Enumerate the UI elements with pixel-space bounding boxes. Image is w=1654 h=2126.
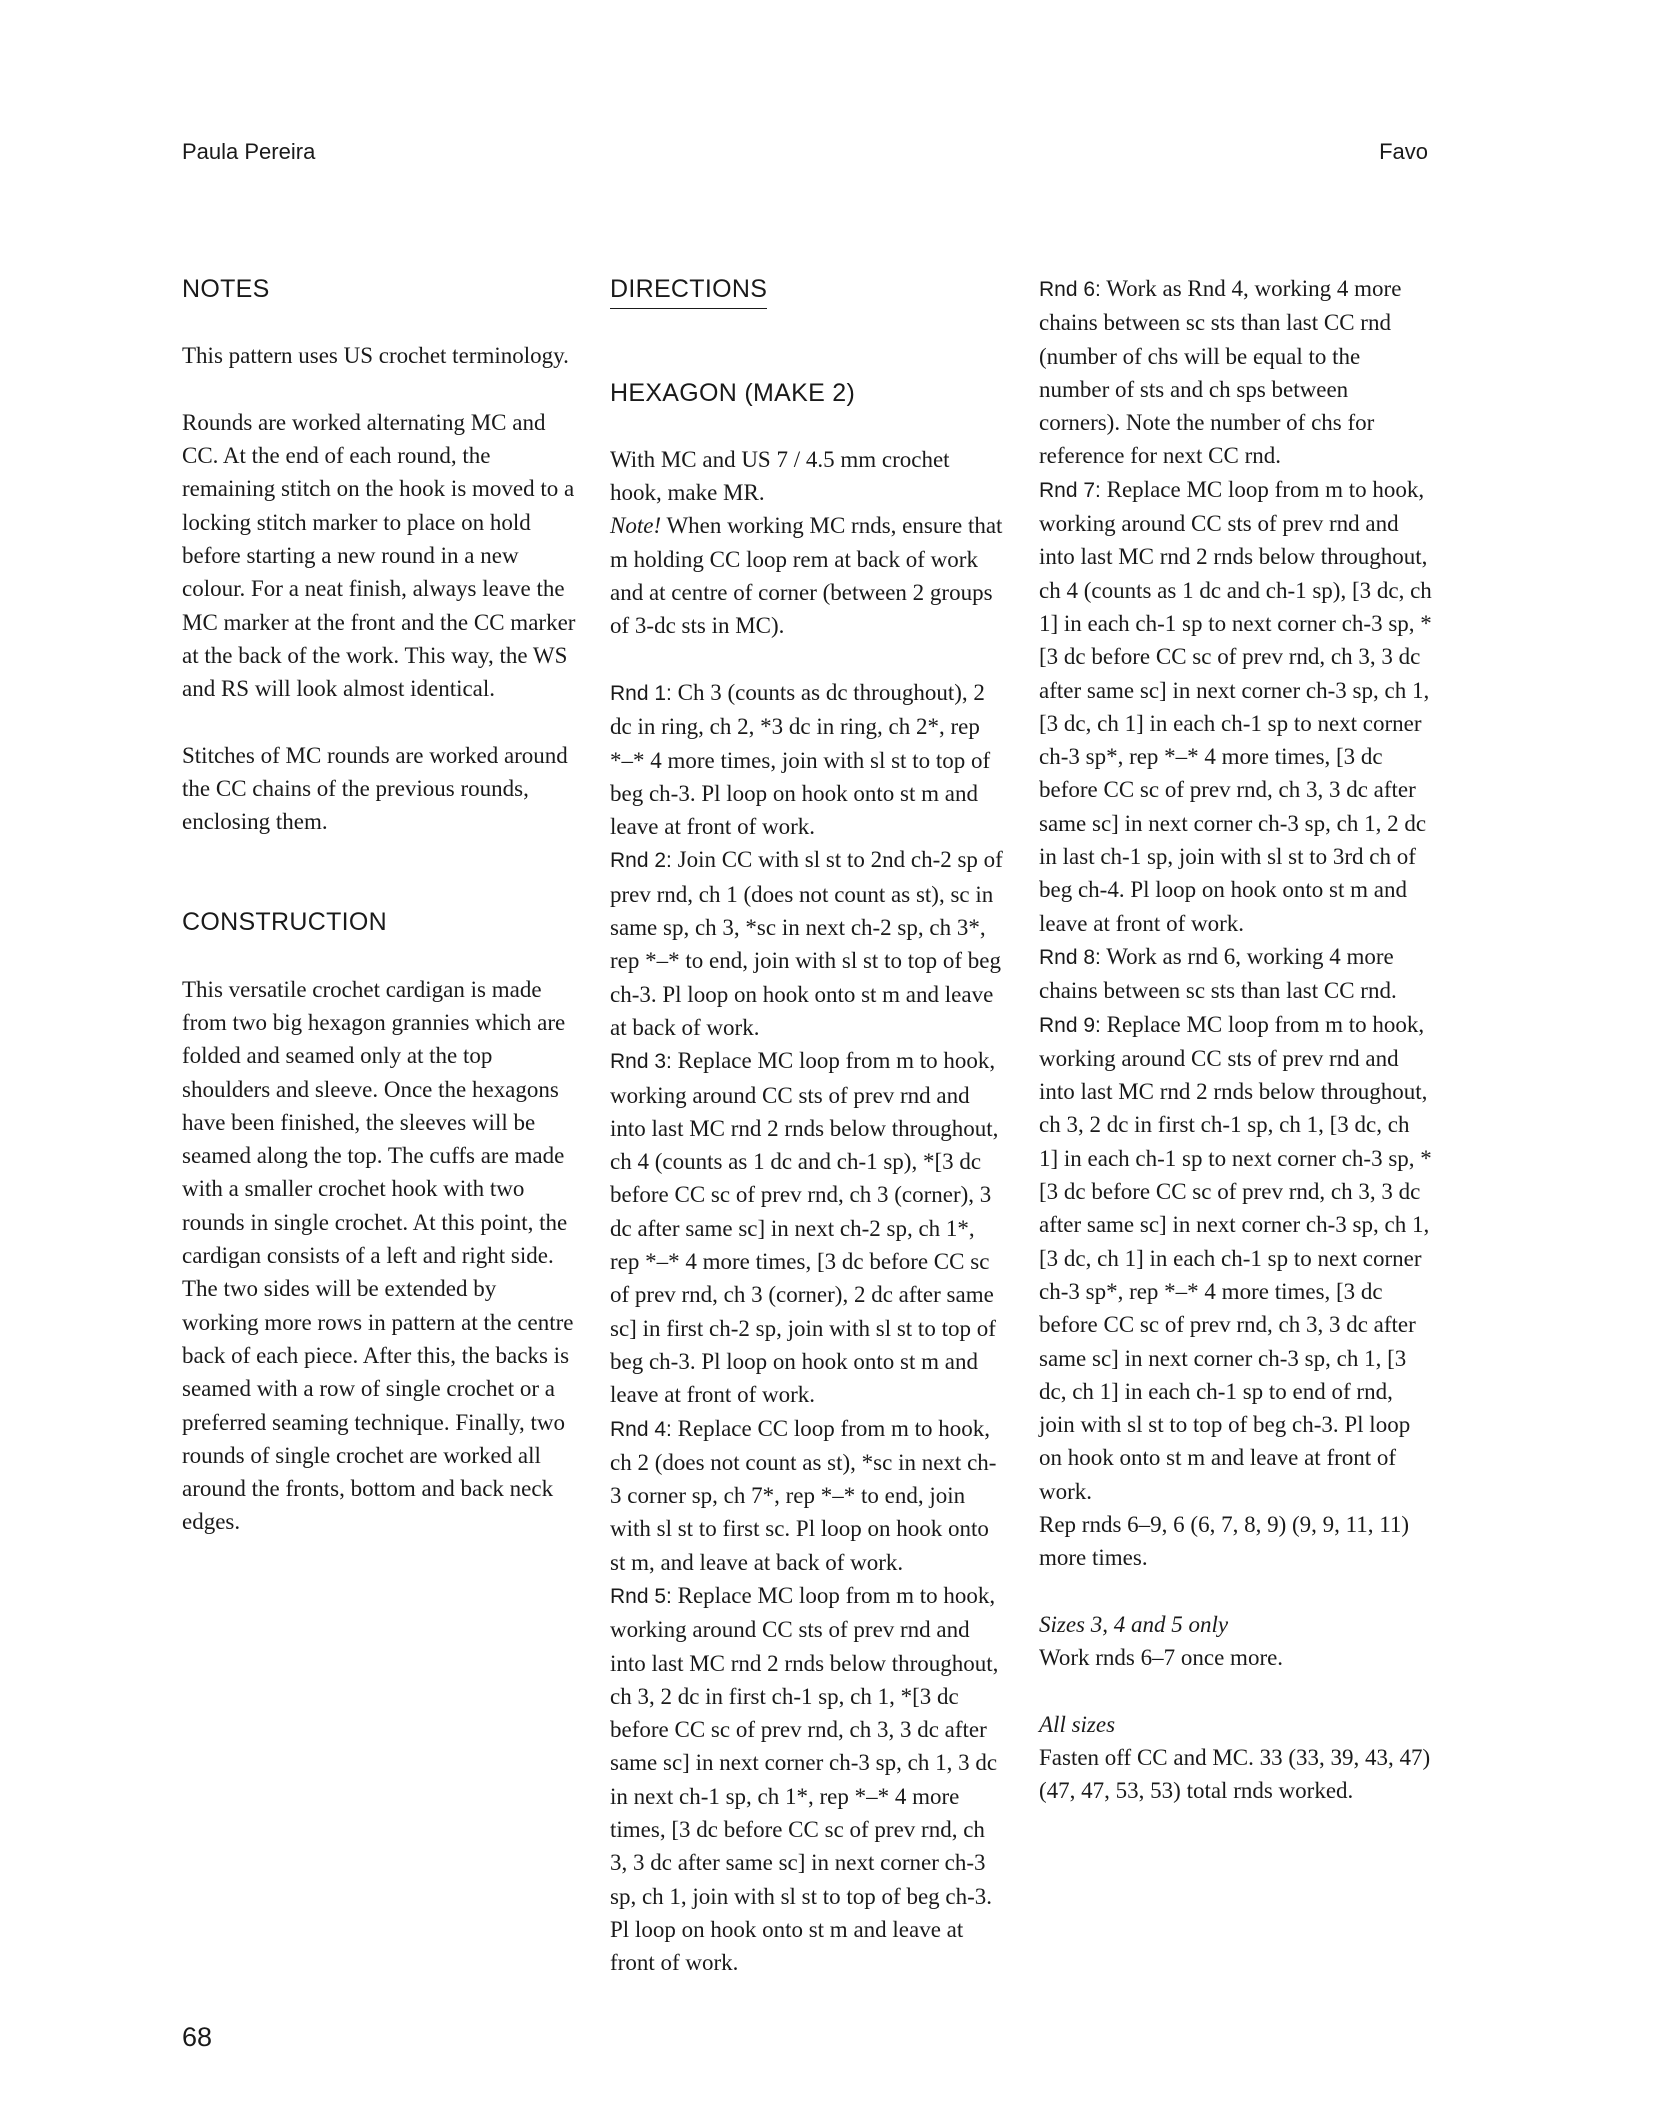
round-label: Rnd 5:: [610, 1584, 672, 1608]
round-label: Rnd 2:: [610, 849, 672, 873]
round-label: Rnd 3:: [610, 1050, 672, 1074]
round-label: Rnd 8:: [1039, 945, 1101, 969]
construction-heading: CONSTRUCTION: [182, 908, 387, 937]
round-5: [610, 1579, 1005, 1980]
round-text: Work as rnd 6, working 4 more chains between sc sts than last CC rnd.: [1039, 943, 1397, 1004]
running-header-title: Favo: [1379, 139, 1428, 164]
running-header-author: Paula Pereira: [182, 139, 316, 164]
round-6: [1039, 272, 1434, 473]
note-label: Note!: [610, 513, 662, 539]
notes-paragraph-3: Stitches of MC rounds are worked around the CC chains of the previous rounds, enclosing them.: [182, 742, 568, 835]
sizes-instruction: Work rnds 6–7 once more.: [1039, 1645, 1284, 1671]
construction-paragraph: This versatile crochet cardigan is made from two big hexagon grannies which are folded and seamed only at the top shoulders and sleeve. Once the hexagons have been finished, the sleeves will be seamed along the top. The cuffs are made with a smaller crochet hook with two rounds in single crochet. At this point, the cardigan consists of a left and right side. The two sides will be extended by working more rows in pattern at the centre back of each piece. After this, the backs is seamed with a row of single crochet or a preferred seaming technique. Finally, two rounds of single crochet are worked all around the fronts, bottom and back neck edges.: [182, 976, 574, 1535]
notes-paragraph-1: This pattern uses US crochet terminology.: [182, 343, 569, 369]
round-label: Rnd 6:: [1039, 278, 1101, 301]
round-text: Replace CC loop from m to hook, ch 2 (does not count as st), *sc in next ch-3 corner sp, ch 7*, rep *–* to end, join with sl st to first sc. Pl loop on hook onto st m, and leave at back of work.: [610, 1415, 997, 1575]
directions-note: [610, 509, 1005, 642]
round-label: Rnd 9:: [1039, 1013, 1101, 1037]
round-text: Replace MC loop from m to hook, working around CC sts of prev rnd and into last MC rnd 2 rnds below throughout, ch 4 (counts as 1 dc and ch-1 sp), *[3 dc before CC sc of prev rnd, ch 3 (corner), 3 dc after same sc] in next ch-2 sp, ch 1*, rep *–* 4 more times, [3 dc before CC sc of prev rnd, ch 3 (corner), 2 dc after same sc] in first ch-2 sp, join with sl st to top of beg ch-3. Pl loop on hook onto st m and leave at front of work.: [610, 1048, 999, 1408]
round-text: Replace MC loop from m to hook, working around CC sts of prev rnd and into last MC rnd 2 rnds below throughout, ch 3, 2 dc in first ch-1 sp, ch 1, [3 dc, ch 1] in each ch-1 sp to next corner ch-3 sp, *[3 dc before CC sc of prev rnd, ch 3, 3 dc after same sc] in next corner ch-3 sp, ch 1, [3 dc, ch 1] in each ch-1 sp to next corner ch-3 sp*, rep *–* 4 more times, [3 dc before CC sc of prev rnd, ch 3, 3 dc after same sc] in next corner ch-3 sp, ch 1, [3 dc, ch 1] in each ch-1 sp to end of rnd, join with sl st to top of beg ch-3. Pl loop on hook onto st m and leave at front of work.: [1039, 1011, 1432, 1504]
round-9: [1039, 1008, 1434, 1508]
round-2: [610, 843, 1005, 1044]
column-directions-2: [1039, 272, 1434, 1841]
round-7: [1039, 473, 1434, 940]
notes-paragraph-2: Rounds are worked alternating MC and CC. At the end of each round, the remaining stitch on the hook is moved to a locking stitch marker to place on hold before starting a new round in a new colour. For a neat finish, always leave the MC marker at the front and the CC marker at the back of the work. This way, the WS and RS will look almost identical.: [182, 409, 576, 702]
round-1: [610, 676, 1005, 843]
directions-heading: DIRECTIONS: [610, 272, 767, 309]
sizes-label-text: Sizes 3, 4 and 5 only: [1039, 1611, 1229, 1637]
round-text: Replace MC loop from m to hook, working around CC sts of prev rnd and into last MC rnd 2 rnds below throughout, ch 3, 2 dc in first ch-1 sp, ch 1, *[3 dc before CC sc of prev rnd, ch 3, 3 dc after same sc] in next corner ch-3 sp, ch 1, 3 dc in next ch-1 sp, ch 1*, rep *–* 4 more times, [3 dc before CC sc of prev rnd, ch 3, 3 dc after same sc] in next corner ch-3 sp, ch 1, join with sl st to top of beg ch-3. Pl loop on hook onto st m and leave at front of work.: [610, 1582, 999, 1976]
round-label: Rnd 4:: [610, 1417, 672, 1441]
round-text: Join CC with sl st to 2nd ch-2 sp of prev rnd, ch 1 (does not count as st), sc in same sp, ch 3, *sc in next ch-2 sp, ch 3*, rep *–* to end, join with sl st to top of beg ch-3. Pl loop on hook onto st m and leave at back of work.: [610, 847, 1003, 1040]
round-text: Ch 3 (counts as dc throughout), 2 dc in ring, ch 2, *3 dc in ring, ch 2*, rep *–* 4 more times, join with sl st to top of beg ch-3. Pl loop on hook onto st m and leave at front of work.: [610, 679, 991, 840]
round-3: [610, 1044, 1005, 1411]
all-sizes-instruction: Fasten off CC and MC. 33 (33, 39, 43, 47) (47, 47, 53, 53) total rnds worked.: [1039, 1745, 1431, 1804]
notes-heading: NOTES: [182, 275, 270, 303]
directions-intro: With MC and US 7 / 4.5 mm crochet hook, make MR.: [610, 446, 950, 506]
column-notes: [182, 272, 577, 1572]
note-text: When working MC rnds, ensure that m holding CC loop rem at back of work and at centre of corner (between 2 groups of 3-dc sts in MC).: [610, 513, 1003, 639]
repeat-instruction: Rep rnds 6–9, 6 (6, 7, 8, 9) (9, 9, 11, 11) more times.: [1039, 1511, 1410, 1571]
all-sizes-label: [1039, 1708, 1434, 1741]
round-label: Rnd 1:: [610, 681, 672, 705]
round-text: Work as Rnd 4, working 4 more chains between sc sts than last CC rnd (number of chs will be equal to the number of sts and ch sps between corners). Note the number of chs for reference for next CC rnd.: [1039, 276, 1402, 469]
round-label: Rnd 7:: [1039, 478, 1101, 502]
round-4: [610, 1412, 1005, 1579]
page-number: 68: [182, 2022, 213, 2052]
sizes-label: [1039, 1608, 1434, 1641]
hexagon-subheading: HEXAGON (MAKE 2): [610, 378, 856, 407]
round-text: Replace MC loop from m to hook, working around CC sts of prev rnd and into last MC rnd 2 rnds below throughout, ch 4 (counts as 1 dc and ch-1 sp), [3 dc, ch 1] in each ch-1 sp to next corner ch-3 sp, *[3 dc before CC sc of prev rnd, ch 3, 3 dc after same sc] in next corner ch-3 sp, ch 1, [3 dc, ch 1] in each ch-1 sp to next corner ch-3 sp*, rep *–* 4 more times, [3 dc before CC sc of prev rnd, ch 3, 3 dc after same sc] in next corner ch-3 sp, ch 1, 2 dc in last ch-1 sp, join with sl st to 3rd ch of beg ch-4. Pl loop on hook onto st m and leave at front of work.: [1039, 476, 1432, 936]
column-directions-1: [610, 272, 1005, 1980]
round-8: [1039, 940, 1434, 1008]
all-sizes-label-text: All sizes: [1039, 1711, 1116, 1737]
